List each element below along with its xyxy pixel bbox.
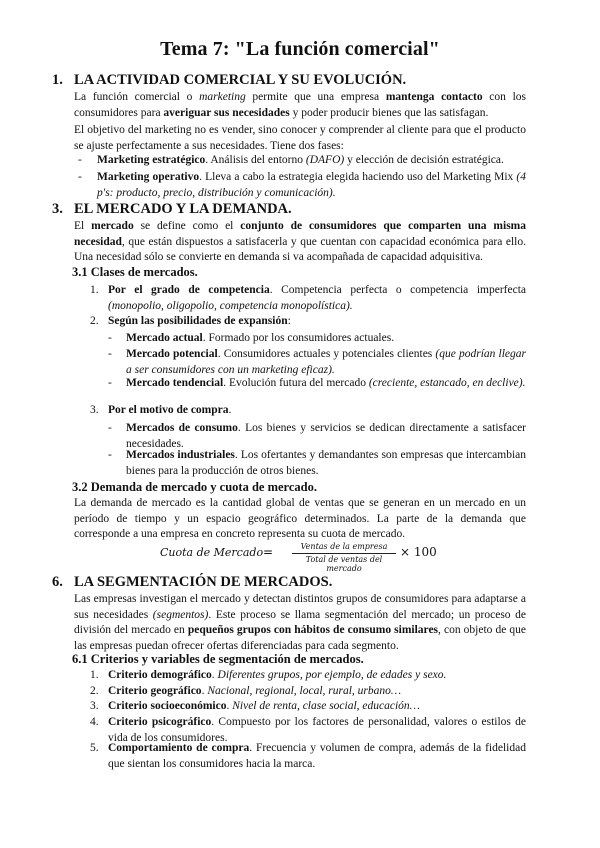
text-run-bold: averiguar sus necesidades [163, 106, 290, 119]
list-item [108, 283, 526, 314]
text-run: , con objeto de que las empresas puedan ofrecer ofertas diferenciadas para cada segmento. [74, 624, 526, 652]
list-item [126, 331, 526, 347]
section-number: 3. [52, 201, 63, 217]
text-run-bold: Mercado actual [126, 332, 203, 344]
text-run: . [226, 700, 233, 712]
text-run: El [74, 220, 92, 232]
paragraph: La demanda de mercado es la cantidad global de ventas que se generan en un mercado en un período de tiempo y un espacio geográfico determinados. La parte de la demanda que corresponde a una empresa en concreto representa su cuota de mercado. [74, 497, 526, 541]
text-run-bold: Por el grado de competencia [108, 284, 270, 296]
list-item [108, 684, 526, 700]
subsection-heading-3-2: 3.2 Demanda de mercado y cuota de mercado. [72, 480, 317, 494]
list-number: 3. [90, 700, 99, 712]
list-item [126, 376, 526, 392]
text-run: permite que una empresa [245, 91, 386, 103]
text-run-italic: (creciente, estancado, en declive). [368, 377, 526, 389]
text-run-italic: Diferentes grupos, por ejemplo, de edades y sexo. [217, 669, 447, 681]
text-run-italic: (que podrían llegar a ser consumidores con un marketing eficaz). [126, 348, 526, 376]
section-heading-6 [52, 574, 332, 591]
text-run-bold: Mercado tendencial [126, 377, 224, 389]
text-run: . [228, 404, 232, 416]
text-run: . Evolución futura del mercado [223, 377, 369, 389]
formula-times: × 100 [400, 545, 437, 559]
text-run-bold: Criterio geográfico [108, 685, 202, 697]
list-item [126, 347, 526, 378]
text-run-bold: Marketing operativo [97, 171, 200, 183]
list-dash: - [108, 422, 112, 434]
text-run: . Lleva a cabo la estrategia elegida haciendo uso del Marketing Mix [199, 171, 517, 183]
paragraph [74, 592, 526, 654]
text-run: . Este proceso se llama segmentación del mercado; un proceso de división del mercado en [74, 608, 526, 637]
text-run: . Consumidores actuales y potenciales clientes [217, 348, 436, 360]
text-run-bold: mercado [91, 220, 134, 232]
list-item [108, 314, 526, 330]
list-dash: - [108, 377, 112, 389]
list-item [108, 741, 526, 772]
text-run: . Formado por los consumidores actuales. [202, 332, 395, 344]
text-run-italic: Nacional, regional, local, rural, urbano… [207, 685, 402, 697]
list-dash: - [108, 332, 112, 344]
paragraph [74, 219, 526, 266]
text-run-bold: mantenga contacto [385, 91, 483, 103]
text-run-bold: conjunto de consumidores que comparten una misma necesidad [74, 220, 526, 248]
list-dash: - [78, 171, 82, 183]
list-number: 1. [90, 669, 99, 681]
text-run-bold: Criterio psicográfico [108, 716, 212, 728]
paragraph [74, 90, 526, 121]
text-run: . Frecuencia y volumen de compra, además de la fidelidad que sientan los consumidores hacia la marca. [108, 742, 526, 770]
list-number: 1. [90, 284, 99, 296]
list-item [108, 403, 526, 419]
list-number: 2. [90, 315, 99, 327]
list-dash: - [78, 154, 82, 166]
text-run: . Los ofertantes y demandantes son empresas que intercambian bienes para la producción de otros bienes. [126, 449, 527, 477]
list-number: 3. [90, 404, 99, 416]
text-run: : [287, 315, 291, 327]
list-item [97, 153, 526, 169]
text-run-italic: marketing [199, 91, 246, 103]
list-dash: - [108, 449, 112, 461]
text-run-bold: Comportamiento de compra [108, 742, 250, 754]
text-run-bold: pequeños grupos con hábitos de consumo similares [187, 624, 439, 637]
section-heading-text: LA SEGMENTACIÓN DE MERCADOS. [74, 574, 333, 590]
text-run-bold: Criterio socioeconómico [108, 700, 227, 712]
paragraph: El objetivo del marketing no es vender, sino conocer y comprender al cliente para que el producto se ajuste perfectamente a sus necesidades. Tiene dos fases: [74, 124, 526, 152]
text-run-italic: Nivel de renta, clase social, educación… [232, 700, 420, 712]
list-item [126, 448, 526, 479]
text-run-italic: (segmentos) [152, 608, 209, 621]
list-dash: - [108, 348, 112, 360]
subsection-heading-3-1: 3.1 Clases de mercados. [72, 265, 198, 279]
text-run: . [211, 669, 218, 681]
text-run-italic: (DAFO) [305, 154, 345, 166]
section-number: 6. [52, 574, 63, 590]
text-run: . Competencia perfecta o competencia imperfecta [269, 284, 526, 296]
text-run-bold: Por el motivo de compra [108, 404, 229, 416]
fraction-bar [292, 553, 396, 554]
formula-numerator: Ventas de la empresa [300, 542, 388, 551]
formula-equals: = [263, 545, 274, 559]
text-run-bold: Mercados de consumo [126, 422, 238, 434]
formula-denominator: Total de ventas del mercado [305, 555, 383, 573]
section-number: 1. [52, 72, 63, 88]
text-run-bold: Marketing estratégico [97, 154, 206, 166]
section-heading-3 [52, 201, 292, 218]
list-number: 5. [90, 742, 99, 754]
text-run: Las empresas investigan el mercado y detectan distintos grupos de consumidores para adaptarse a sus necesidades [74, 593, 526, 621]
text-run-bold: Mercado potencial [126, 348, 218, 360]
section-heading-1 [52, 72, 406, 89]
text-run: con los consumidores para [74, 91, 526, 119]
text-run: . [201, 685, 208, 697]
page-title: Tema 7: "La función comercial" [160, 38, 440, 60]
text-run: y elección de decisión estratégica. [344, 154, 504, 166]
text-run-bold: Según las posibilidades de expansión [108, 315, 288, 327]
text-run: , que están dispuestos a satisfacerla y que cuentan con capacidad económica para ello. Una necesidad sólo se convierte en demanda si va acompañada de capacidad adquisitiva. [74, 235, 526, 264]
text-run-italic: (4 p's: producto, precio, distribución y comunicación). [97, 171, 526, 199]
text-run: . Compuesto por los factores de personalidad, valores o estilos de vida de los consumidores. [108, 716, 526, 744]
list-number: 2. [90, 685, 99, 697]
text-run: . Los bienes y servicios se dedican directamente a satisfacer necesidades. [126, 422, 526, 450]
text-run-bold: Criterio demográfico [108, 669, 212, 681]
list-item [108, 668, 526, 684]
cuota-formula [160, 542, 440, 573]
section-heading-text: LA ACTIVIDAD COMERCIAL Y SU EVOLUCIÓN. [74, 72, 407, 88]
text-run: . Análisis del entorno [205, 154, 306, 166]
list-number: 4. [90, 716, 99, 728]
subsection-heading-6-1: 6.1 Criterios y variables de segmentación de mercados. [72, 652, 364, 666]
text-run: y poder producir bienes que las satisfagan. [289, 106, 489, 119]
text-run-italic: (monopolio, oligopolio, competencia monopolística). [108, 299, 353, 312]
list-item [108, 699, 526, 715]
text-run: se define como el [133, 220, 241, 232]
section-heading-text: EL MERCADO Y LA DEMANDA. [74, 201, 292, 217]
text-run-bold: Mercados industriales [126, 449, 235, 461]
list-item [97, 170, 526, 201]
text-run: La función comercial o [74, 91, 200, 103]
formula-lhs: Cuota de Mercado [160, 546, 264, 559]
